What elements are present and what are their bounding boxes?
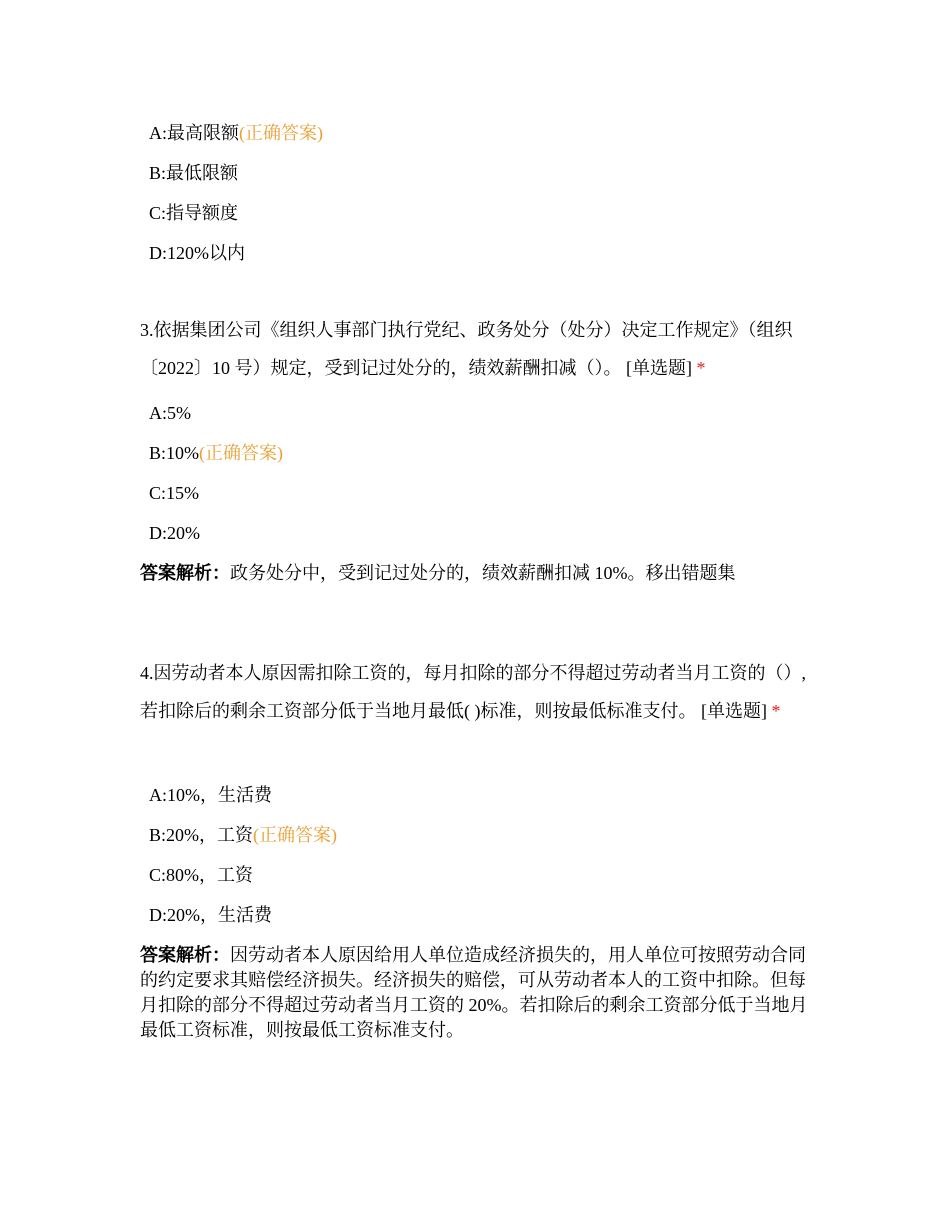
q3-question xyxy=(140,311,812,387)
q4-option-c-text: C:80%，工资 xyxy=(149,865,254,885)
q4-analysis xyxy=(140,943,812,1043)
q4-option-c xyxy=(149,863,253,887)
q3-analysis-label: 答案解析： xyxy=(140,563,230,583)
q2-option-c xyxy=(149,201,238,225)
q2-option-b-text: B:最低限额 xyxy=(149,163,239,183)
q3-option-c xyxy=(149,481,199,505)
q4-option-b-text: B:20%，工资 xyxy=(149,825,254,845)
q4-analysis-text: 因劳动者本人原因给用人单位造成经济损失的，用人单位可按照劳动合同的约定要求其赔偿经济损失。经济损失的赔偿，可从劳动者本人的工资中扣除。但每月扣除的部分不得超过劳动者当月工资的 20%。若扣除后的剩余工资部分低于当地月最低工资标准，则按最低工资标准支付。 xyxy=(140,945,808,1040)
q3-analysis-text: 政务处分中，受到记过处分的，绩效薪酬扣减 10%。移出错题集 xyxy=(230,563,736,583)
q3-option-d-text: D:20% xyxy=(149,523,200,543)
q4-question xyxy=(140,654,812,730)
q4-option-a xyxy=(149,783,272,807)
q2-option-a xyxy=(149,121,323,145)
q3-option-a xyxy=(149,401,191,425)
q4-option-b xyxy=(149,823,337,847)
q2-option-a-text: A:最高限额 xyxy=(149,123,239,143)
q3-analysis xyxy=(140,561,812,586)
q2-option-c-text: C:指导额度 xyxy=(149,203,239,223)
q3-option-b-text: B:10% xyxy=(149,443,200,463)
q3-option-c-text: C:15% xyxy=(149,483,200,503)
q2-option-d xyxy=(149,241,245,265)
q3-option-b xyxy=(149,441,283,465)
q4-option-d xyxy=(149,903,272,927)
q4-question-text: 4.因劳动者本人原因需扣除工资的，每月扣除的部分不得超过劳动者当月工资的（）,若扣除后的剩余工资部分低于当地月最低( )标准，则按最低标准支付。 [单选题] xyxy=(140,663,806,721)
q3-option-b-correct-mark: (正确答案) xyxy=(199,443,284,463)
q2-option-a-correct-mark: (正确答案) xyxy=(239,123,323,143)
q4-required-mark: * xyxy=(771,701,781,721)
q4-option-b-correct-mark: (正确答案) xyxy=(253,825,338,845)
q2-option-d-text: D:120%以内 xyxy=(149,243,245,263)
q3-question-text: 3.依据集团公司《组织人事部门执行党纪、政务处分（处分）决定工作规定》（组织〔2022〕10 号）规定，受到记过处分的，绩效薪酬扣减（）。 [单选题] xyxy=(140,320,793,378)
q3-option-a-text: A:5% xyxy=(149,403,191,423)
q4-option-a-text: A:10%，生活费 xyxy=(149,785,272,805)
q3-required-mark: * xyxy=(696,358,706,378)
q3-option-d xyxy=(149,521,200,545)
q2-option-b xyxy=(149,161,238,185)
q4-analysis-label: 答案解析： xyxy=(140,945,230,965)
q4-option-d-text: D:20%，生活费 xyxy=(149,905,272,925)
